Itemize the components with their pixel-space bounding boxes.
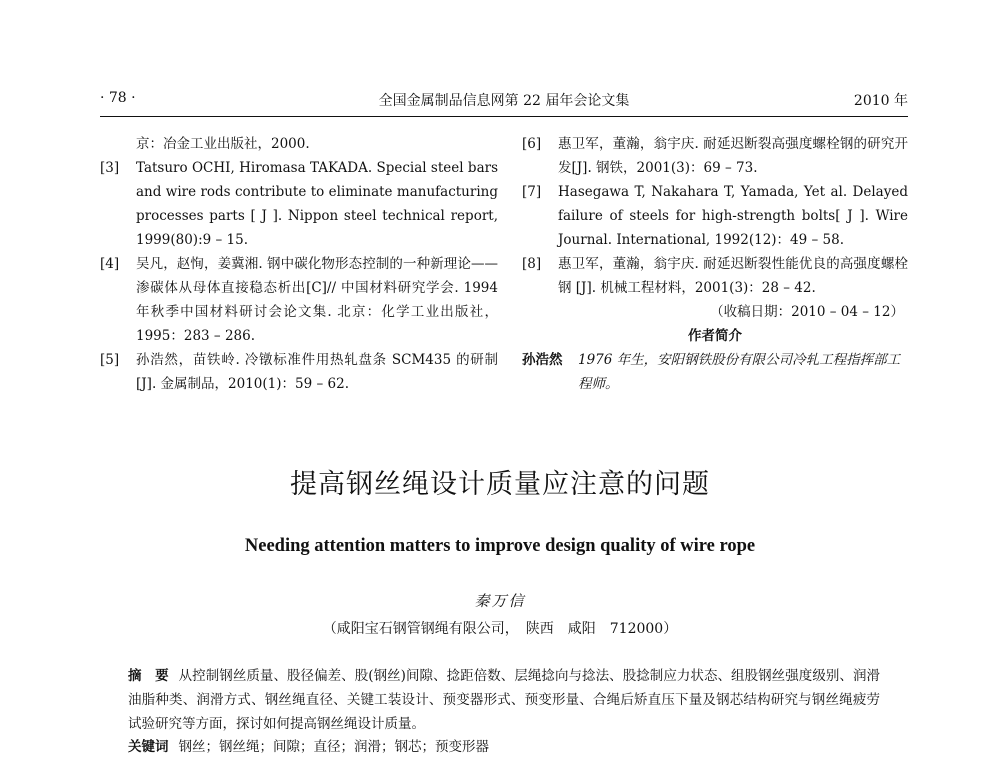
reference-number: [4]: [100, 256, 120, 272]
reference-6: [522, 132, 908, 180]
abstract: [128, 664, 880, 736]
journal-title: 全国金属制品信息网第 22 届年会论文集: [378, 93, 630, 109]
page-number: · 78 ·: [100, 90, 136, 106]
article-title-english: Needing attention matters to improve design quality of wire rope: [244, 536, 756, 556]
reference-4: [100, 252, 498, 348]
reference-number: [6]: [522, 136, 542, 152]
bio-text: 1976 年生，安阳钢铁股份有限公司冷轧工程指挥部工程师。: [578, 352, 901, 392]
author-intro-heading: 作者简介: [688, 328, 742, 344]
reference-5: [100, 348, 498, 396]
reference-8: [522, 252, 908, 300]
header-rule: [100, 116, 908, 117]
keywords-text: 钢丝；钢丝绳；间隙；直径；润滑；钢芯；预变形器: [178, 739, 489, 755]
reference-number: [3]: [100, 160, 120, 176]
author-bio: [522, 348, 908, 396]
abstract-text: 从控制钢丝质量、股径偏差、股(钢丝)间隙、捻距倍数、层绳捻向与捻法、股捻制应力状态、组股钢丝强度级别、润滑油脂种类、润滑方式、钢丝绳直径、关键工装设计、预变器形式、预变形量、合绳后矫直压下量及钢芯结构研究与钢丝绳疲劳试验研究等方面，探讨如何提高钢丝绳设计质量。: [128, 668, 880, 732]
author-affiliation: （咸阳宝石钢管钢绳有限公司， 陕西 咸阳 712000）: [322, 621, 678, 637]
received-date: （收稿日期：2010 – 04 – 12）: [710, 304, 904, 320]
reference-number: [5]: [100, 352, 120, 368]
left-column: [100, 132, 498, 396]
article-title-chinese: 提高钢丝绳设计质量应注意的问题: [290, 469, 710, 500]
reference-text: Tatsuro OCHI, Hiromasa TAKADA. Special steel bars and wire rods contribute to eliminate manufacturing processes parts [ J ]. Nippon steel technical report, 1999(80):9 – 15.: [136, 160, 498, 248]
article-author: 秦万信: [474, 592, 526, 610]
reference-7: [522, 180, 908, 252]
keywords: [128, 736, 880, 758]
reference-text: 惠卫军，董瀚，翁宇庆. 耐延迟断裂性能优良的高强度螺栓钢 [J]. 机械工程材料，2001(3)：28 – 42.: [558, 256, 908, 296]
reference-text: Hasegawa T, Nakahara T, Yamada, Yet al. Delayed failure of steels for high-strength bolts[ J ]. Wire Journal. International, 1992(12)：49 – 58.: [558, 184, 908, 248]
header-year: 2010 年: [853, 93, 908, 109]
reference-3: [100, 156, 498, 252]
reference-continuation: 京：冶金工业出版社，2000.: [136, 136, 310, 152]
reference-number: [7]: [522, 184, 542, 200]
right-column: [522, 132, 908, 396]
abstract-label: 摘 要: [128, 668, 169, 684]
running-header: [100, 90, 908, 112]
reference-text: 吴凡，赵恂，姜冀湘. 钢中碳化物形态控制的一种新理论——渗碳体从母体直接稳态析出[C]// 中国材料研究学会. 1994 年秋季中国材料研讨会论文集. 北京：化学工业出版社，1995：283 – 286.: [136, 256, 498, 344]
reference-text: 孙浩然，苗铁岭. 冷镦标准件用热轧盘条 SCM435 的研制[J]. 金属制品，2010(1)：59 – 62.: [136, 352, 498, 392]
bio-name: 孙浩然: [522, 352, 563, 368]
reference-number: [8]: [522, 256, 542, 272]
reference-text: 惠卫军，董瀚，翁宇庆. 耐延迟断裂高强度螺栓钢的研究开发[J]. 钢铁，2001(3)：69 – 73.: [558, 136, 908, 176]
keywords-label: 关键词: [128, 739, 169, 755]
